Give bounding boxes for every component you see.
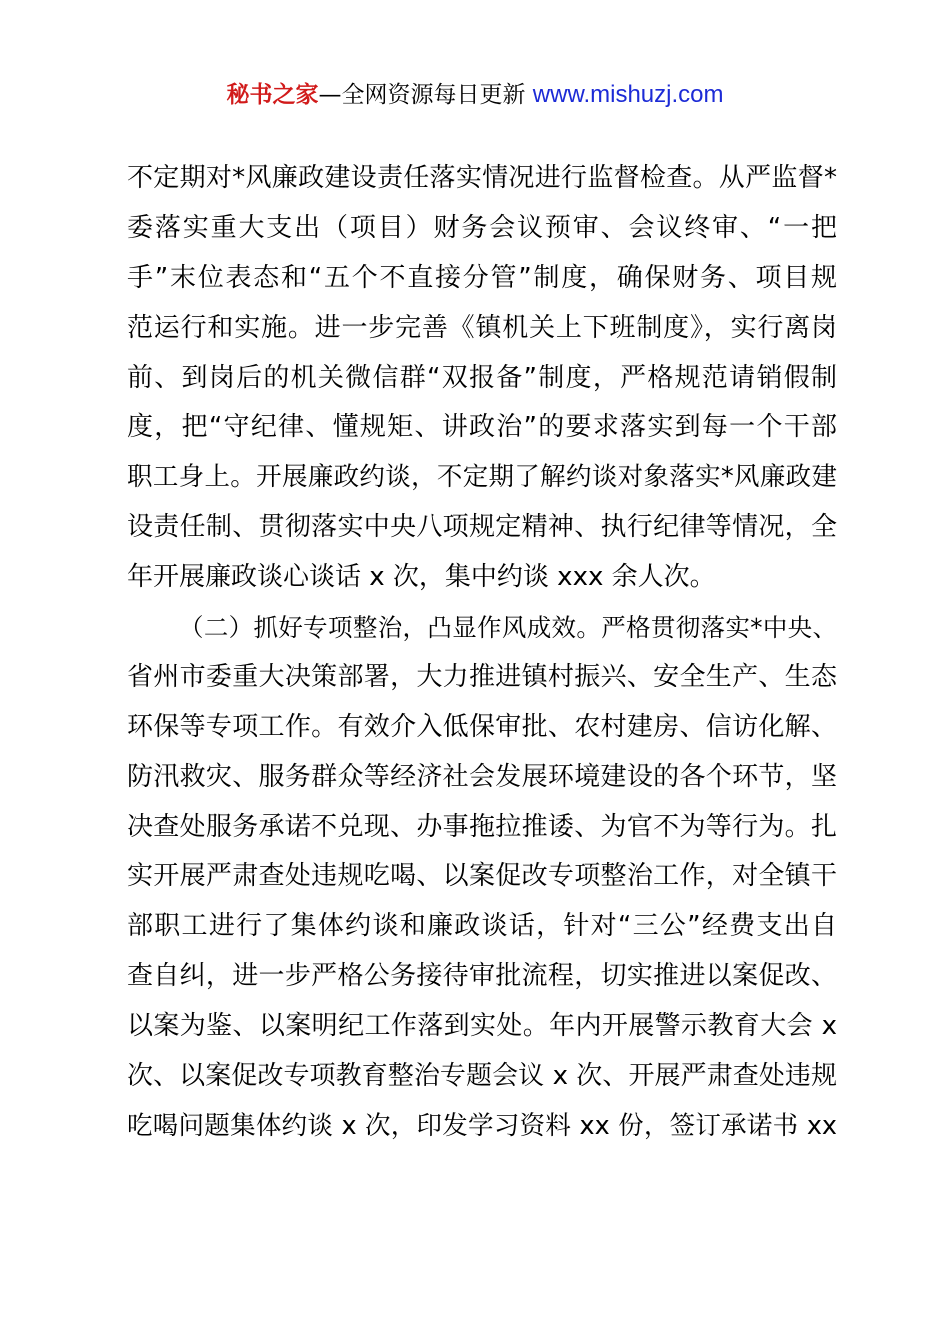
- paragraph-2: [127, 603, 837, 1152]
- text-line: 查自纠，进一步严格公务接待审批流程，切实推进以案促改、: [127, 961, 837, 992]
- header-tagline: —全网资源每日更新: [318, 82, 526, 108]
- text-line: 年开展廉政谈心谈话 x 次，集中约谈 xxx 余人次。: [127, 562, 716, 593]
- text-line: （二）抓好专项整治，凸显作风成效。严格贯彻落实*中央、: [179, 613, 837, 643]
- text-line: 委落实重大支出（项目）财务会议预审、会议终审、“一把: [127, 212, 837, 243]
- text-line: 省州市委重大决策部署，大力推进镇村振兴、安全生产、生态: [127, 661, 837, 692]
- text-line: 环保等专项工作。有效介入低保审批、农村建房、信访化解、: [127, 711, 837, 742]
- text-line: 部职工进行了集体约谈和廉政谈话，针对“三公”经费支出自: [127, 911, 837, 942]
- text-line: 范运行和实施。进一步完善《镇机关上下班制度》，实行离岗: [127, 312, 837, 343]
- text-line: 不定期对*风廉政建设责任落实情况进行监督检查。从严监督*: [127, 163, 837, 193]
- text-line: 职工身上。开展廉政约谈，不定期了解约谈对象落实*风廉政建: [127, 462, 837, 493]
- text-line: 前、到岗后的机关微信群“双报备”制度，严格规范请销假制: [127, 362, 837, 393]
- site-header: [0, 78, 950, 112]
- text-line: 手”末位表态和“五个不直接分管”制度，确保财务、项目规: [127, 262, 837, 293]
- paragraph-1: [127, 154, 837, 603]
- text-line: 次、以案促改专项教育整治专题会议 x 次、开展严肃查处违规: [127, 1061, 837, 1092]
- text-line: 吃喝问题集体约谈 x 次，印发学习资料 xx 份，签订承诺书 xx: [127, 1110, 837, 1141]
- text-line: 决查处服务承诺不兑现、办事拖拉推诿、为官不为等行为。扎: [127, 811, 837, 842]
- text-line: 实开展严肃查处违规吃喝、以案促改专项整治工作，对全镇干: [127, 861, 837, 892]
- text-line: 防汛救灾、服务群众等经济社会发展环境建设的各个环节，坚: [127, 761, 837, 792]
- brand-name: 秘书之家: [226, 82, 319, 108]
- text-line: 度，把“守纪律、懂规矩、讲政治”的要求落实到每一个干部: [127, 412, 837, 443]
- text-line: 设责任制、贯彻落实中央八项规定精神、执行纪律等情况，全: [127, 512, 837, 543]
- text-line: 以案为鉴、以案明纪工作落到实处。年内开展警示教育大会 x: [127, 1011, 837, 1042]
- document-body: [127, 154, 837, 1152]
- site-url-link[interactable]: www.mishuzj.com: [532, 81, 724, 108]
